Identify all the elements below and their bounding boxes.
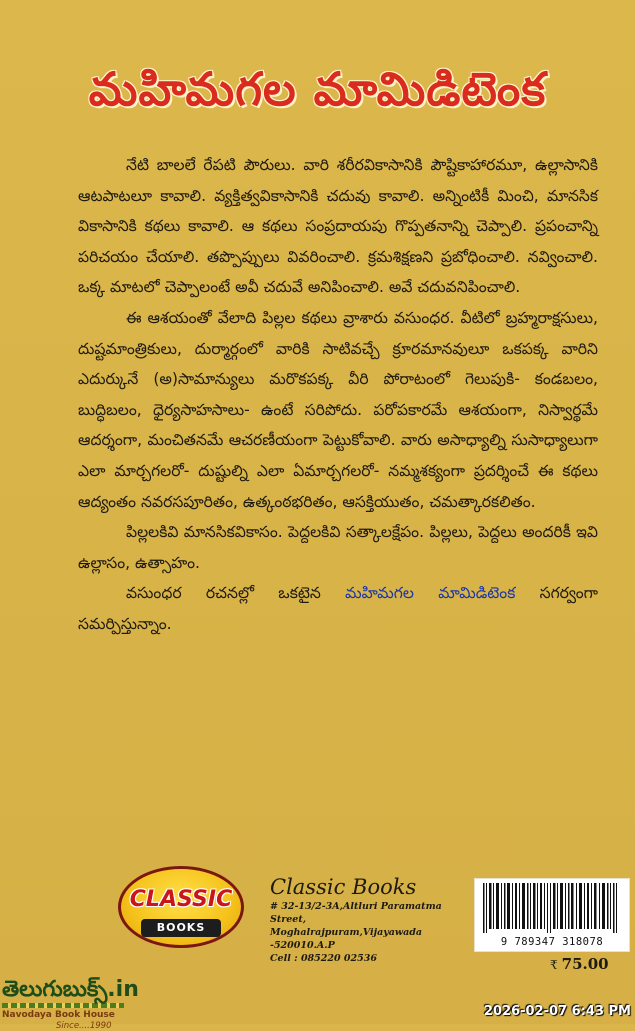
book-title: మహిమగల మామిడిటెంక (88, 62, 547, 116)
blurb-paragraph-1: నేటి బాలలే రేపటి పౌరులు. వారి శరీరవికాసానికి పౌష్టికాహారమూ, ఉల్లాసానికి ఆటపాటలూ కావాలి. వ్యక్తిత్వవికాసానికి చదువు కావాలి. అన్నింటికీ మించి, మానసిక వికాసానికి కథలు కావాలి. ఆ కథలు సంప్రదాయపు గొప్పతనాన్ని చెప్పాలి. ప్రపంచాన్ని పరిచయం చేయాలి. తప్పొప్పులు వివరించాలి. క్రమశిక్షణని ప్రబోధించాలి. నవ్వించాలి. ఒక్క మాటలో చెప్పాలంటే అవీ చదువే అనిపించాలి. అవే చదువనిపించాలి. (78, 156, 598, 297)
photo-timestamp: 2026-02-07 6:43 PM (483, 1004, 631, 1019)
logo-wordmark: CLASSIC (129, 887, 233, 912)
watermark-since: Since....1990 (56, 1021, 112, 1031)
blurb-text (78, 150, 598, 640)
site-watermark (2, 978, 139, 1031)
price-tag (550, 955, 609, 973)
closing-text-end: సగర్వంగా సమర్పిస్తున్నాం. (78, 584, 598, 633)
blurb-paragraph-4 (78, 578, 598, 639)
classic-books-logo (118, 866, 244, 948)
watermark-stripe (2, 1003, 124, 1008)
watermark-site: తెలుగుబుక్స్.in (2, 977, 139, 1002)
publisher-name: Classic Books (270, 875, 417, 899)
isbn-digits: 9 789347 318078 (500, 936, 604, 948)
publisher-address-2: Moghalrajpuram,Vijayawada -520010.A.P (270, 927, 423, 951)
rupee-symbol: ₹ (550, 958, 558, 972)
publisher-address-1: # 32-13/2-3A,Altluri Paramatma Street, (270, 901, 442, 925)
logo-banner: BOOKS (141, 919, 221, 937)
price-value: 75.00 (561, 955, 609, 973)
watermark-sub: Navodaya Book House (2, 1010, 115, 1020)
isbn-barcode (474, 878, 630, 952)
publisher-cell: Cell : 085220 02536 (270, 953, 377, 964)
closing-title-highlight: మహిమగల మామిడిటెంక (345, 584, 516, 603)
blurb-paragraph-3: పిల్లలకివి మానసికవికాసం. పెద్దలకివి సత్కాలక్షేపం. పిల్లలు, పెద్దలు అందరికీ ఇవి ఉల్లాసం, ఉత్సాహం. (78, 523, 598, 572)
publisher-block (270, 874, 470, 965)
closing-text-start: వసుంధర రచనల్లో ఒకటైన (126, 584, 346, 603)
barcode-bars-icon (481, 883, 625, 933)
blurb-paragraph-2: ఈ ఆశయంతో వేలాది పిల్లల కథలు వ్రాశారు వసుంధర. వీటిలో బ్రహ్మరాక్షసులు, దుష్టమాంత్రికులు, దుర్మార్గంలో వారికి సాటివచ్చే క్రూరమానవులూ ఒకపక్క వారిని ఎదుర్కునే (అ)సామాన్యులు మరొకపక్క వీరి పోరాటంలో గెలుపుకి- కండబలం, బుద్ధిబలం, ధైర్యసాహసాలు- ఉంటే సరిపోదు. పరోపకారమే ఆశయంగా, నిస్వార్థమే ఆదర్శంగా, మంచితనమే ఆచరణీయంగా పెట్టుకోవాలి. వారు అసాధ్యాల్ని సుసాధ్యాలుగా ఎలా మార్చగలరో- దుష్టుల్ని ఎలా ఏమార్చగలరో- నమ్మశక్యంగా ప్రదర్శించే ఈ కథలు ఆద్యంతం నవరసపూరితం, ఉత్కంఠభరితం, ఆసక్తియుతం, చమత్కారకలితం. (78, 308, 598, 511)
